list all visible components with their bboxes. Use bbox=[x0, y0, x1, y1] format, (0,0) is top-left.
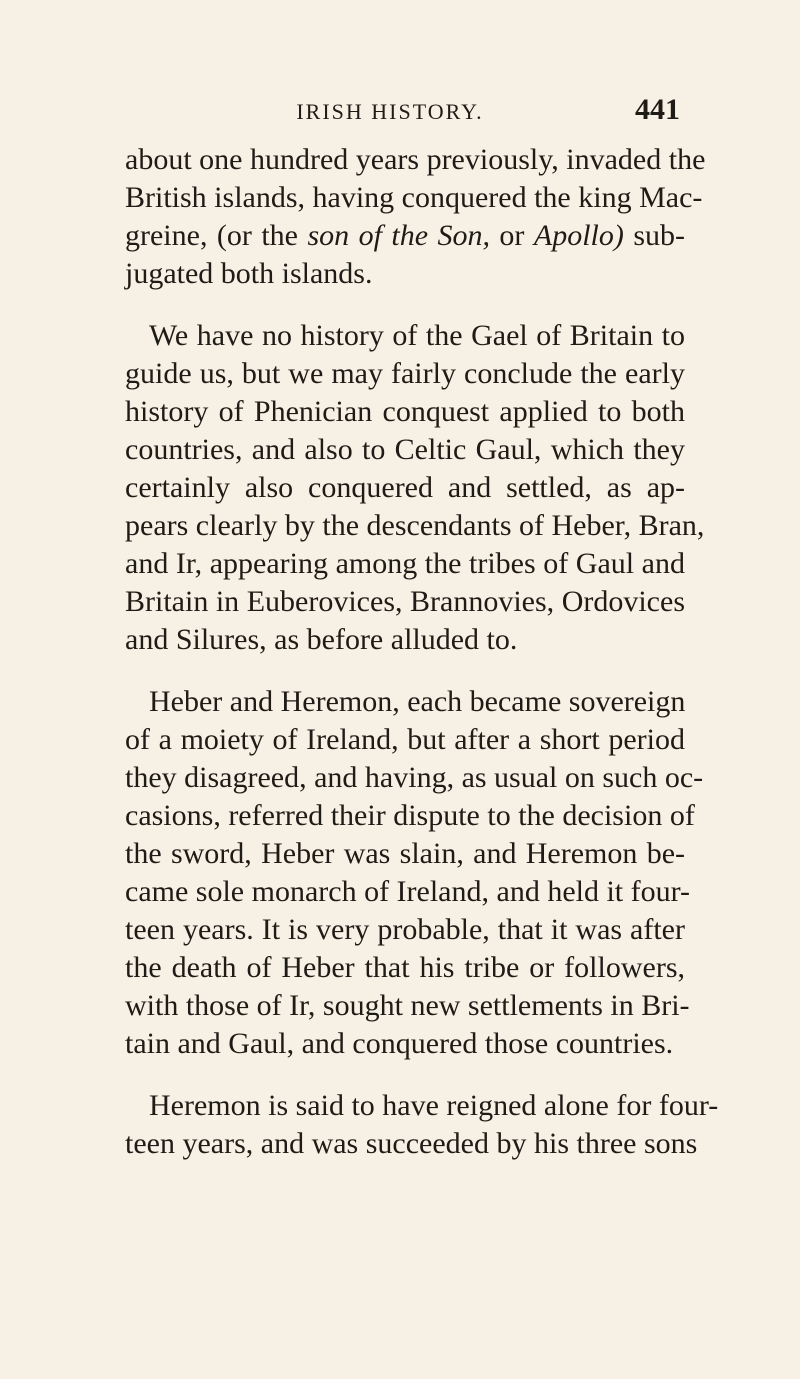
italic-text-run: son of the Son, bbox=[307, 219, 490, 252]
paragraph bbox=[125, 141, 706, 293]
running-head bbox=[100, 93, 680, 127]
text-line: guide us, but we may fairly conclude the early bbox=[125, 357, 685, 390]
text-line: of a moiety of Ireland, but after a short period bbox=[125, 723, 685, 756]
text-line: Heber and Heremon, each became sovereign bbox=[149, 685, 686, 718]
text-run: or bbox=[489, 219, 534, 252]
text-line: casions, referred their dispute to the decision of bbox=[125, 799, 695, 832]
text-line: teen years. It is very probable, that it was after bbox=[125, 913, 685, 946]
text-run: greine, (or the bbox=[125, 219, 308, 252]
text-line: teen years, and was succeeded by his three sons bbox=[125, 1127, 698, 1160]
text-line: and Ir, appearing among the tribes of Gaul and bbox=[125, 547, 685, 580]
paragraph bbox=[125, 683, 704, 1063]
text-line: Heremon is said to have reigned alone for four- bbox=[149, 1089, 719, 1122]
page-number: 441 bbox=[635, 93, 680, 126]
text-line: Britain in Euberovices, Brannovies, Ordovices bbox=[125, 585, 685, 618]
text-line: the death of Heber that his tribe or followers, bbox=[125, 951, 685, 984]
text-line: history of Phenician conquest applied to both bbox=[125, 395, 685, 428]
text-line: certainly also conquered and settled, as ap- bbox=[125, 471, 685, 504]
text-line: We have no history of the Gael of Britain to bbox=[149, 319, 685, 352]
text-line: jugated both islands. bbox=[125, 257, 373, 290]
text-line: pears clearly by the descendants of Heber, Bran, bbox=[125, 509, 705, 542]
running-title: IRISH HISTORY. bbox=[296, 99, 484, 124]
paragraph bbox=[125, 317, 705, 659]
text-line: countries, and also to Celtic Gaul, which they bbox=[125, 433, 685, 466]
text-line: tain and Gaul, and conquered those countries. bbox=[125, 1027, 674, 1060]
text-line: came sole monarch of Ireland, and held it four- bbox=[125, 875, 691, 908]
text-run: sub- bbox=[623, 219, 685, 252]
text-line bbox=[125, 217, 685, 255]
text-line: with those of Ir, sought new settlements in Bri- bbox=[125, 989, 690, 1022]
text-line: about one hundred years previously, invaded the bbox=[125, 143, 706, 176]
body-text bbox=[125, 141, 719, 1187]
text-line: British islands, having conquered the king Mac- bbox=[125, 181, 703, 214]
text-line: and Silures, as before alluded to. bbox=[125, 623, 518, 656]
text-line: the sword, Heber was slain, and Heremon be- bbox=[125, 837, 685, 870]
text-line: they disagreed, and having, as usual on such oc- bbox=[125, 761, 704, 794]
italic-text-run: Apollo) bbox=[533, 219, 624, 252]
paragraph bbox=[125, 1087, 719, 1163]
